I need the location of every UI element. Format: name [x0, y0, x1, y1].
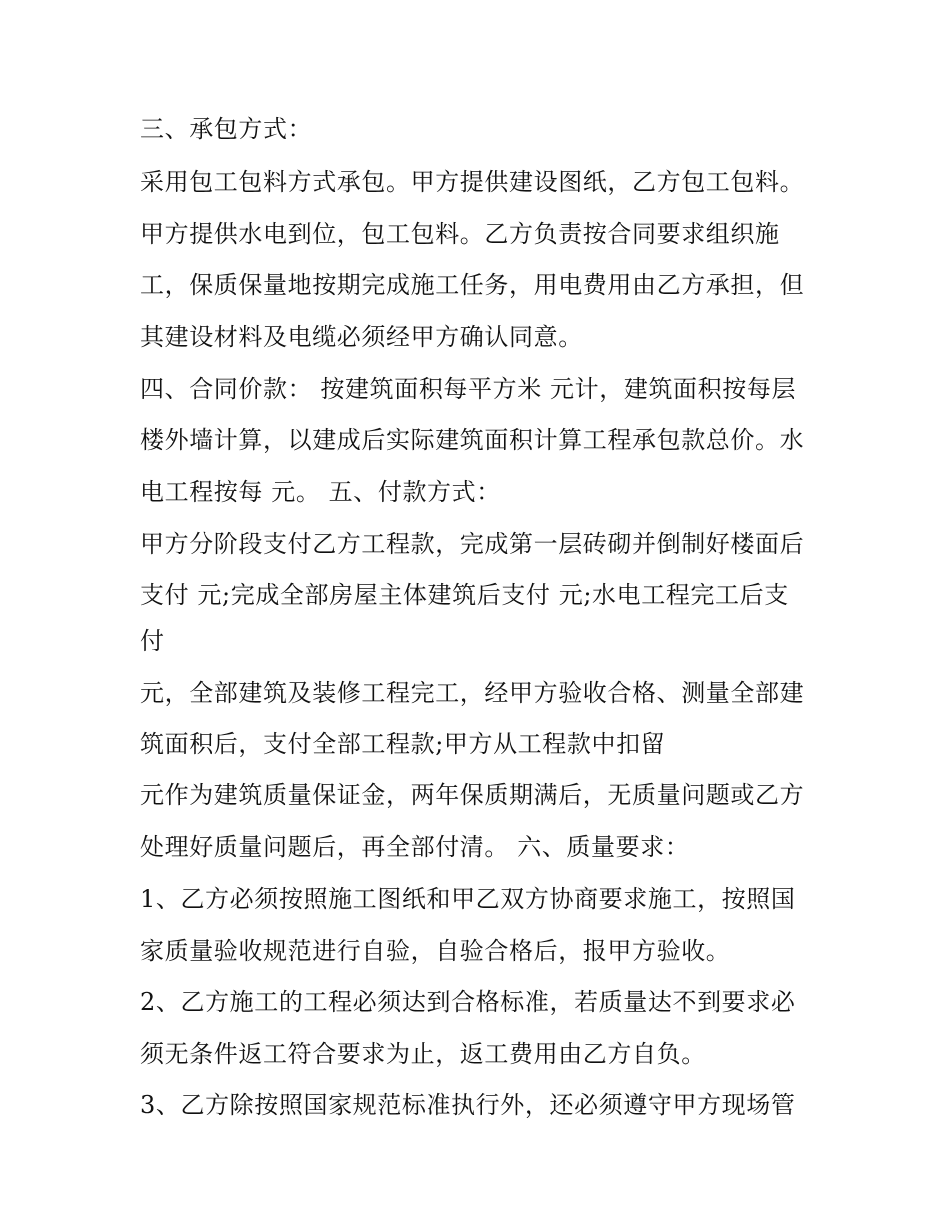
paragraph-line: 元作为建筑质量保证金，两年保质期满后，无质量问题或乙方: [140, 781, 805, 809]
section-heading-contract-method: 三、承包方式：: [140, 115, 313, 143]
section-heading-contract-price: 四、合同价款： 按建筑面积每平方米 元计，建筑面积按每层: [140, 375, 797, 403]
paragraph-line: 其建设材料及电缆必须经甲方确认同意。: [140, 323, 583, 351]
paragraph-line: 采用包工包料方式承包。甲方提供建设图纸，乙方包工包料。: [140, 168, 805, 196]
paragraph-line: 处理好质量问题后，再全部付清。 六、质量要求：: [140, 833, 690, 861]
paragraph-line: 楼外墙计算，以建成后实际建筑面积计算工程承包款总价。水: [140, 426, 805, 454]
paragraph-line: 须无条件返工符合要求为止，返工费用由乙方自负。: [140, 1040, 706, 1068]
paragraph-line: 甲方提供水电到位，包工包料。乙方负责按合同要求组织施: [140, 220, 780, 248]
paragraph-line: 电工程按每 元。 五、付款方式：: [140, 478, 501, 506]
list-item-quality-3: 3、乙方除按照国家规范标准执行外，还必须遵守甲方现场管: [140, 1091, 796, 1119]
list-item-quality-2: 2、乙方施工的工程必须达到合格标准，若质量达不到要求必: [140, 988, 796, 1016]
paragraph-line: 元，全部建筑及装修工程完工，经甲方验收合格、测量全部建: [140, 679, 805, 707]
paragraph-line: 甲方分阶段支付乙方工程款，完成第一层砖砌并倒制好楼面后: [140, 530, 805, 558]
paragraph-line: 家质量验收规范进行自验，自验合格后，报甲方验收。: [140, 937, 731, 965]
paragraph-line: 支付 元;完成全部房屋主体建筑后支付 元;水电工程完工后支: [140, 581, 789, 609]
list-item-quality-1: 1、乙方必须按照施工图纸和甲乙双方协商要求施工，按照国: [140, 885, 796, 913]
paragraph-line: 筑面积后，支付全部工程款;甲方从工程款中扣留: [140, 730, 666, 758]
paragraph-line: 付: [140, 627, 165, 655]
paragraph-line: 工，保质保量地按期完成施工任务，用电费用由乙方承担，但: [140, 271, 805, 299]
